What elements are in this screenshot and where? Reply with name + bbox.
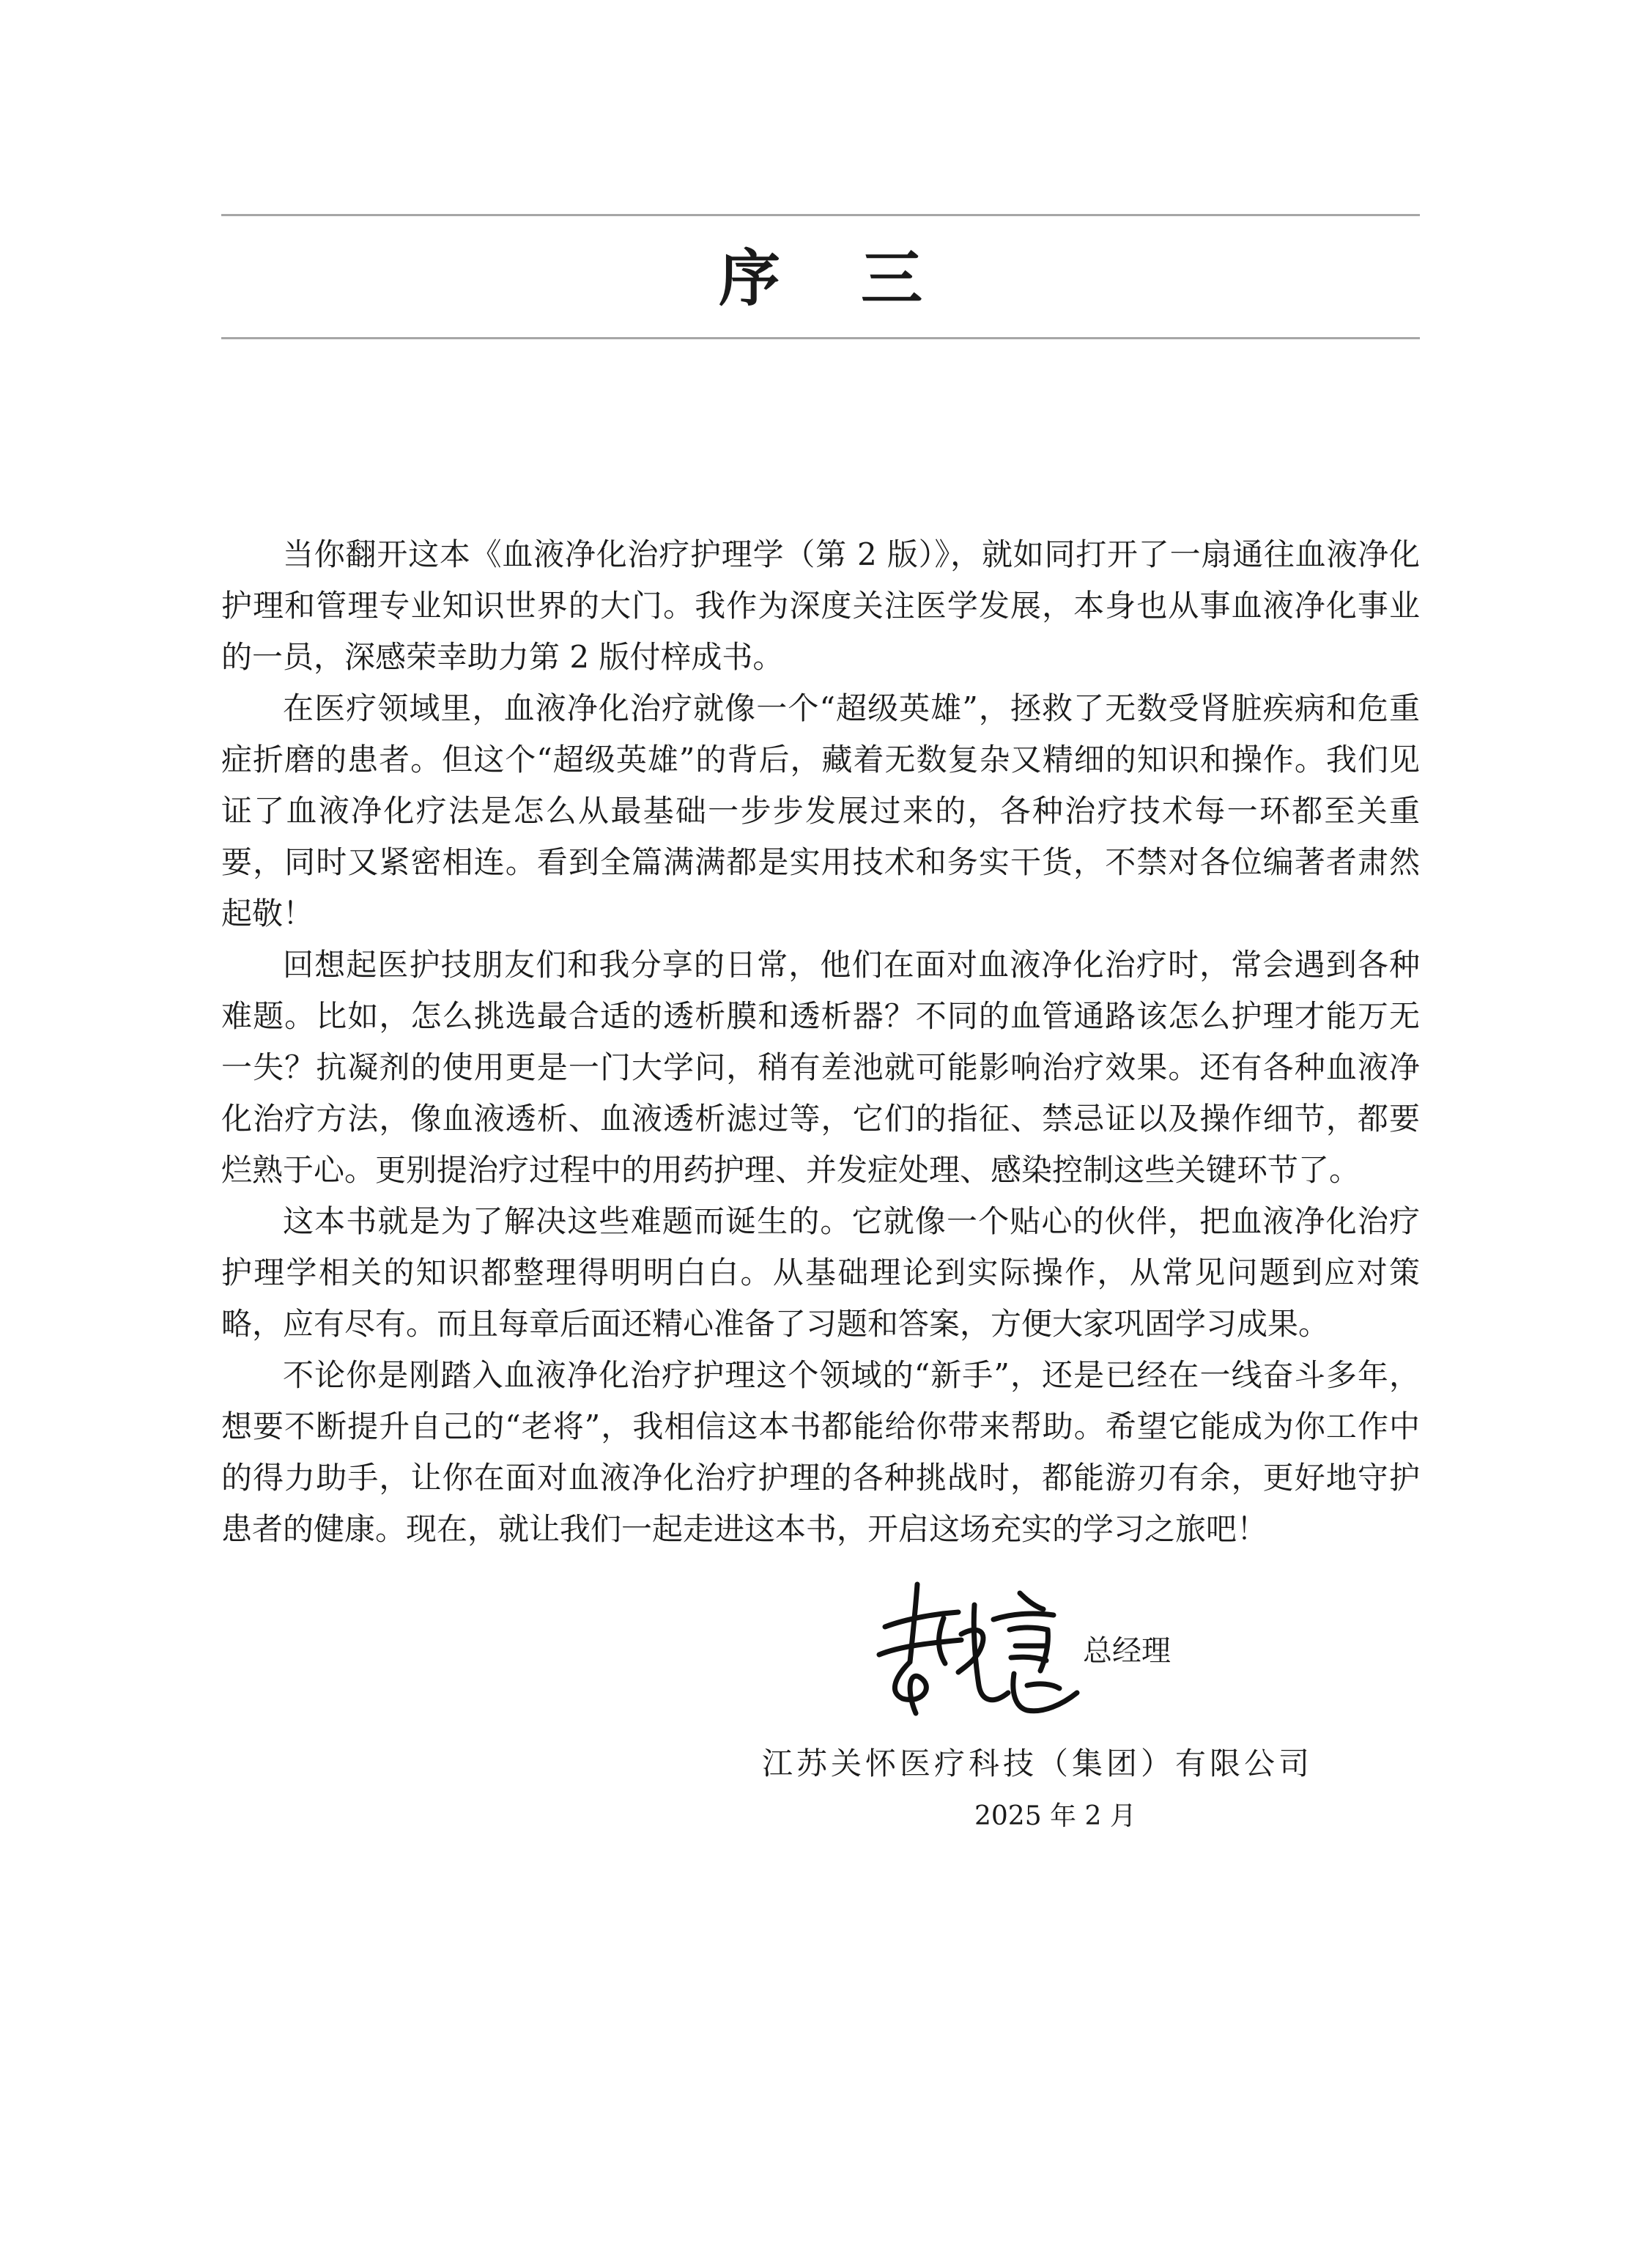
top-divider <box>221 214 1420 216</box>
title-char-left: 序 <box>718 243 780 314</box>
signer-role: 总经理 <box>1083 1634 1171 1668</box>
preface-body <box>221 529 1420 1555</box>
date: 2025 年 2 月 <box>974 1801 1136 1831</box>
paragraph-5: 不论你是刚踏入血液净化治疗护理这个领域的“新手”，还是已经在一线奋斗多年，想要不断提升自己的“老将”，我相信这本书都能给你带来帮助。希望它能成为你工作中的得力助手，让你在面对血液净化治疗护理的各种挑战时，都能游刃有余，更好地守护患者的健康。现在，就让我们一起走进这本书，开启这场充实的学习之旅吧！ <box>221 1357 1420 1547</box>
paragraph-1: 当你翻开这本《血液净化治疗护理学（第 2 版）》，就如同打开了一扇通往血液净化护理和管理专业知识世界的大门。我作为深度关注医学发展，本身也从事血液净化事业的一员，深感荣幸助力第 2 版付梓成书。 <box>221 536 1420 675</box>
paragraph-2: 在医疗领域里，血液净化治疗就像一个“超级英雄”，拯救了无数受肾脏疾病和危重症折磨的患者。但这个“超级英雄”的背后，藏着无数复杂又精细的知识和操作。我们见证了血液净化疗法是怎么从最基础一步步发展过来的，各种治疗技术每一环都至关重要，同时又紧密相连。看到全篇满满都是实用技术和务实干货，不禁对各位编著者肃然起敬！ <box>221 690 1420 931</box>
organization-name: 江苏关怀医疗科技（集团）有限公司 <box>762 1746 1314 1781</box>
handwritten-signature <box>865 1576 1099 1729</box>
paragraph-3: 回想起医护技朋友们和我分享的日常，他们在面对血液净化治疗时，常会遇到各种难题。比如，怎么挑选最合适的透析膜和透析器？不同的血管通路该怎么护理才能万无一失？抗凝剂的使用更是一门大学问，稍有差池就可能影响治疗效果。还有各种血液净化治疗方法，像血液透析、血液透析滤过等，它们的指征、禁忌证以及操作细节，都要烂熟于心。更别提治疗过程中的用药护理、并发症处理、感染控制这些关键环节了。 <box>221 947 1420 1188</box>
paragraph-4: 这本书就是为了解决这些难题而诞生的。它就像一个贴心的伙伴，把血液净化治疗护理学相关的知识都整理得明明白白。从基础理论到实际操作，从常见问题到应对策略，应有尽有。而且每章后面还精心准备了习题和答案，方便大家巩固学习成果。 <box>221 1203 1420 1342</box>
title-char-right: 三 <box>861 243 923 314</box>
bottom-divider <box>221 337 1420 339</box>
page-title <box>221 242 1420 315</box>
